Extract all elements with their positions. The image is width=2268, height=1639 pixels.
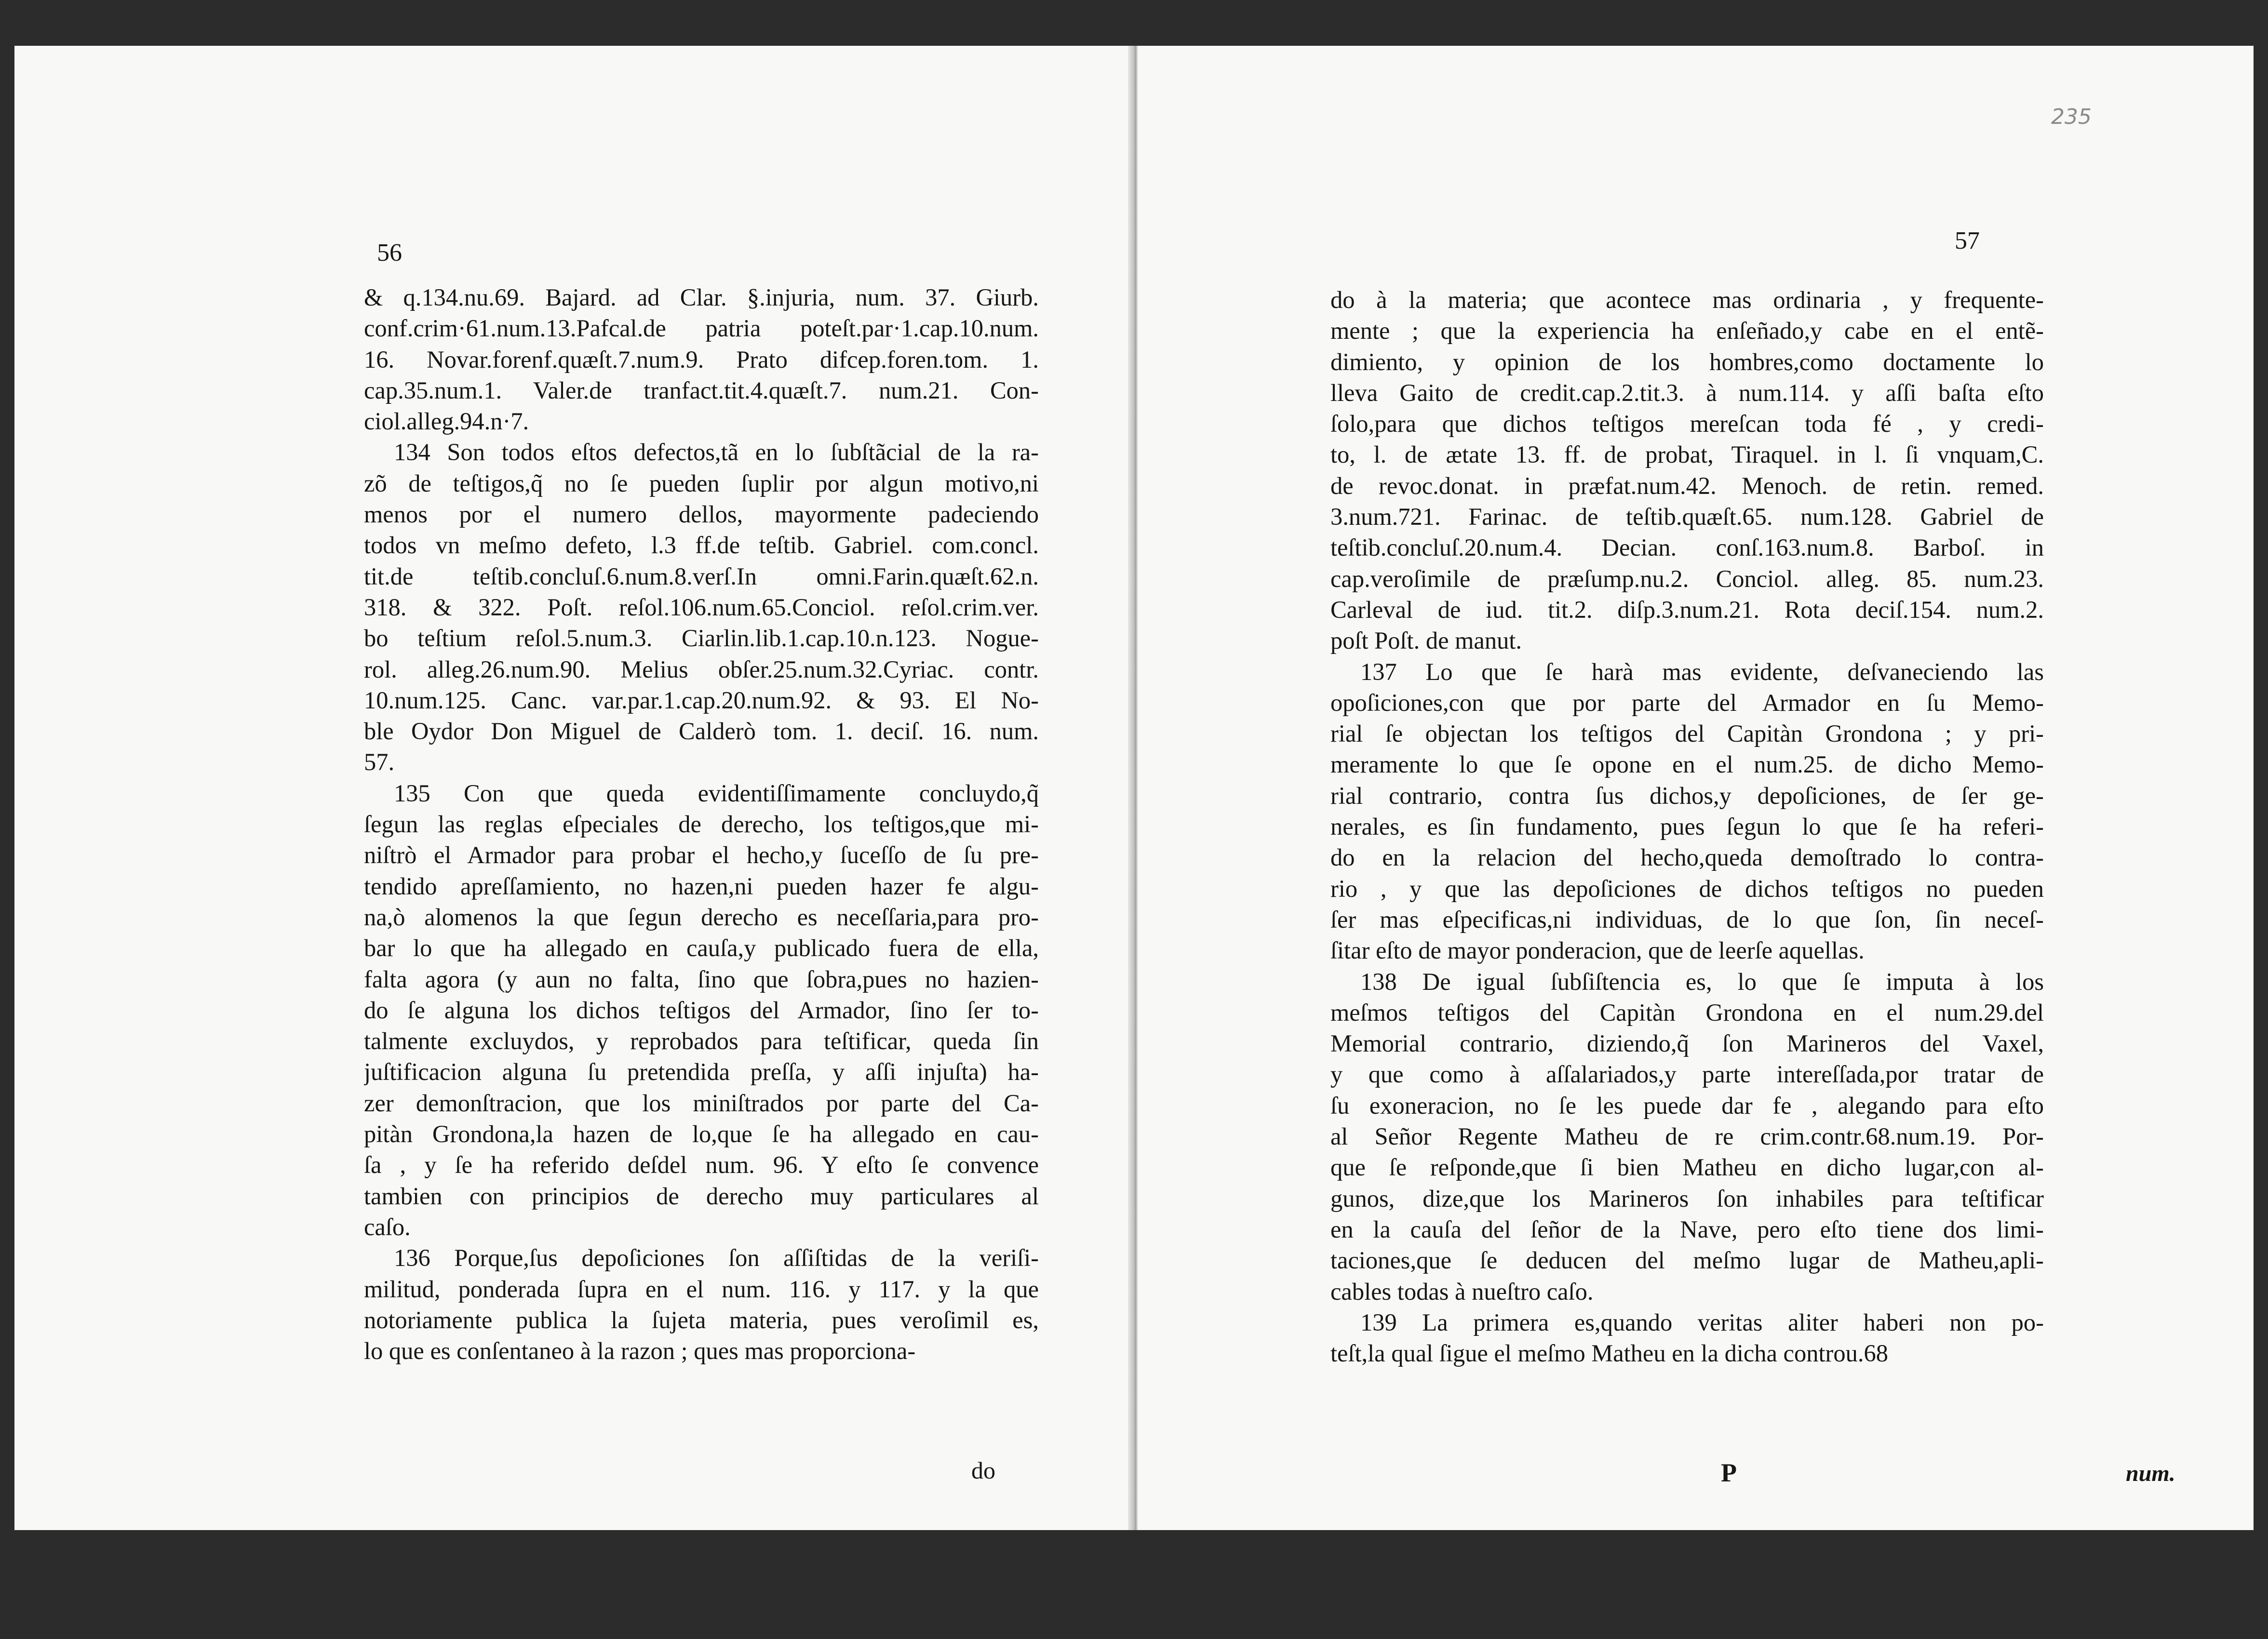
text-line: 57. [364,748,395,776]
text-line: 10.num.125. Canc. var.par.1.cap.20.num.92. & 93. El No- [364,686,1039,714]
text-line: 138 De igual ſubſiſtencia es, lo que ſe imputa à los [1360,968,2044,995]
text-line: y que como à aſſalariados,y parte intereſſada,por tratar de [1330,1061,2044,1088]
text-line: meſmos teſtigos del Capitàn Grondona en el num.29.del [1330,999,2044,1026]
text-line: ſitar eſto de mayor ponderacion, que de leerſe aquellas. [1330,937,1865,964]
folio-mark: 235 [2051,105,2092,129]
right-page [1138,46,2254,1530]
text-line: cables todas à nueſtro caſo. [1330,1278,1594,1305]
text-line: nerales, es ſin fundamento, pues ſegun lo que ſe ha referi- [1330,813,2044,840]
text-line: ciol.alleg.94.n·7. [364,408,529,435]
text-line: rio , y que las depoſiciones de dichos teſtigos no pueden [1330,875,2044,902]
text-line: de revoc.donat. in præfat.num.42. Menoch. de retin. remed. [1330,472,2044,499]
text-line: tambien con principios de derecho muy particulares al [364,1182,1039,1210]
text-line: en la cauſa del ſeñor de la Nave, pero eſto tiene dos limi- [1330,1215,2044,1243]
text-line: poſt Poſt. de manut. [1330,627,1522,654]
text-line: teſt,la qual ſigue el meſmo Matheu en la dicha controu.68 [1330,1340,1888,1367]
text-line: 318. & 322. Poſt. reſol.106.num.65.Conciol. reſol.crim.ver. [364,593,1039,621]
text-line: opoſiciones,con que por parte del Armador en ſu Memo- [1330,689,2044,716]
text-line: todos vn meſmo defeto, l.3 ff.de teſtib. Gabriel. com.concl. [364,532,1039,559]
page-number-right: 57 [1955,227,1980,254]
text-line: 135 Con que queda evidentiſſimamente concluydo,q̃ [394,779,1039,807]
text-line: ſolo,para que dichos teſtigos mereſcan toda fé , y credi- [1330,410,2044,438]
text-line: 139 La primera es,quando veritas aliter haberi non po- [1360,1308,2044,1336]
text-line: lleva Gaito de credit.cap.2.tit.3. à num.114. y aſſi baſta eſto [1330,379,2044,406]
text-line: militud, ponderada ſupra en el num. 116. y 117. y la que [364,1275,1039,1303]
text-line: do en la relacion del hecho,queda demoſtrado lo contra- [1330,844,2044,871]
text-line: rol. alleg.26.num.90. Melius obſer.25.num.32.Cyriac. contr. [364,655,1039,683]
text-line: Memorial contrario, diziendo,q̃ ſon Marineros del Vaxel, [1330,1030,2044,1057]
text-line: bo teſtium reſol.5.num.3. Ciarlin.lib.1.cap.10.n.123. Nogue- [364,625,1039,652]
text-line: zõ de teſtigos,q̃ no ſe pueden ſuplir por algun motivo,ni [364,469,1039,497]
text-line: dimiento, y opinion de los hombres,como doctamente lo [1330,348,2044,375]
text-line: juſtificacion alguna ſu pretendida preſſa, y aſſi injuſta) ha- [364,1058,1039,1086]
text-line: 136 Porque,ſus depoſiciones ſon aſſiſtidas de la veriſi- [394,1244,1039,1272]
text-line: do ſe alguna los dichos teſtigos del Armador, ſino ſer to- [364,996,1039,1024]
text-line: ſer mas eſpecificas,ni individuas, de lo que ſon, ſin neceſ- [1330,906,2044,933]
text-line: ſegun las reglas eſpeciales de derecho, los teſtigos,que mi- [364,811,1039,838]
catchword-right: num. [2126,1461,2175,1486]
text-line: Carleval de iud. tit.2. diſp.3.num.21. Rota deciſ.154. num.2. [1330,596,2044,623]
text-line: falta agora (y aun no falta, ſino que ſobra,pues no hazien- [364,965,1039,993]
right-text-column [1330,284,2044,1369]
text-line: 134 Son todos eſtos defectos,tã en lo ſubſtãcial de la ra- [394,439,1039,466]
text-line: que ſe reſponde,que ſi bien Matheu en dicho lugar,con al- [1330,1154,2044,1181]
left-text-column [364,282,1039,1366]
text-line: tendido apreſſamiento, no hazen,ni pueden hazer fe algu- [364,872,1039,900]
text-line: do à la materia; que acontece mas ordinaria , y frequente- [1330,286,2044,313]
text-line: talmente excluydos, y reprobados para teſtificar, queda ſin [364,1027,1039,1055]
text-line: to, l. de ætate 13. ff. de probat, Tiraquel. in l. ſi vnquam,C. [1330,441,2044,468]
text-line: teſtib.concluſ.20.num.4. Decian. conſ.163.num.8. Barboſ. in [1330,534,2044,561]
text-line: ſa , y ſe ha referido deſdel num. 96. Y eſto ſe convence [364,1151,1039,1179]
text-line: 3.num.721. Farinac. de teſtib.quæſt.65. num.128. Gabriel de [1330,503,2044,531]
text-line: bar lo que ha allegado en cauſa,y publicado fuera de ella, [364,934,1039,962]
text-line: lo que es conſentaneo à la razon ; ques mas proporciona- [364,1337,916,1365]
text-line: 16. Novar.forenf.quæſt.7.num.9. Prato difcep.foren.tom. 1. [364,346,1039,373]
text-line: menos por el numero dellos, mayormente padeciendo [364,501,1039,528]
text-line: al Señor Regente Matheu de re crim.contr.68.num.19. Por- [1330,1123,2044,1150]
text-line: notoriamente publica la ſujeta materia, pues veroſimil es, [364,1306,1039,1333]
text-line: rial ſe objectan los teſtigos del Capitàn Grondona ; y pri- [1330,720,2044,747]
text-line: mente ; que la experiencia ha enſeñado,y cabe en el entẽ- [1330,317,2044,345]
text-line: caſo. [364,1213,411,1240]
text-line: taciones,que ſe deducen del meſmo lugar de Matheu,apli- [1330,1247,2044,1274]
text-line: gunos, dize,que los Marineros ſon inhabiles para teſtificar [1330,1185,2044,1212]
text-line: 137 Lo que ſe harà mas evidente, deſvaneciendo las [1360,658,2044,685]
left-page [14,46,1133,1530]
text-line: niſtrò el Armador para probar el hecho,y ſuceſſo de ſu pre- [364,841,1039,869]
text-line: ſu exoneracion, no ſe les puede dar fe , alegando para eſto [1330,1092,2044,1119]
signature-mark: P [1721,1458,1737,1487]
text-line: tit.de teſtib.concluſ.6.num.8.verſ.In omni.Farin.quæſt.62.n. [364,562,1039,590]
text-line: pitàn Grondona,la hazen de lo,que ſe ha allegado en cau- [364,1120,1039,1148]
page-number-left: 56 [377,239,402,267]
text-line: cap.veroſimile de præſump.nu.2. Conciol. alleg. 85. num.23. [1330,565,2044,592]
text-line: zer demonſtracion, que los miniſtrados por parte del Ca- [364,1089,1039,1117]
text-line: meramente lo que ſe opone en el num.25. de dicho Memo- [1330,751,2044,778]
catchword-left: do [971,1457,995,1484]
text-line: ble Oydor Don Miguel de Calderò tom. 1. deciſ. 16. num. [364,718,1039,745]
text-line: & q.134.nu.69. Bajard. ad Clar. §.injuria, num. 37. Giurb. [364,284,1039,311]
text-line: conf.crim·61.num.13.Pafcal.de patria poteſt.par·1.cap.10.num. [364,315,1039,342]
text-line: rial contrario, contra ſus dichos,y depoſiciones, de ſer ge- [1330,782,2044,809]
text-line: na,ò alomenos la que ſegun derecho es neceſſaria,para pro- [364,903,1039,931]
text-line: cap.35.num.1. Valer.de tranfact.tit.4.quæſt.7. num.21. Con- [364,376,1039,404]
